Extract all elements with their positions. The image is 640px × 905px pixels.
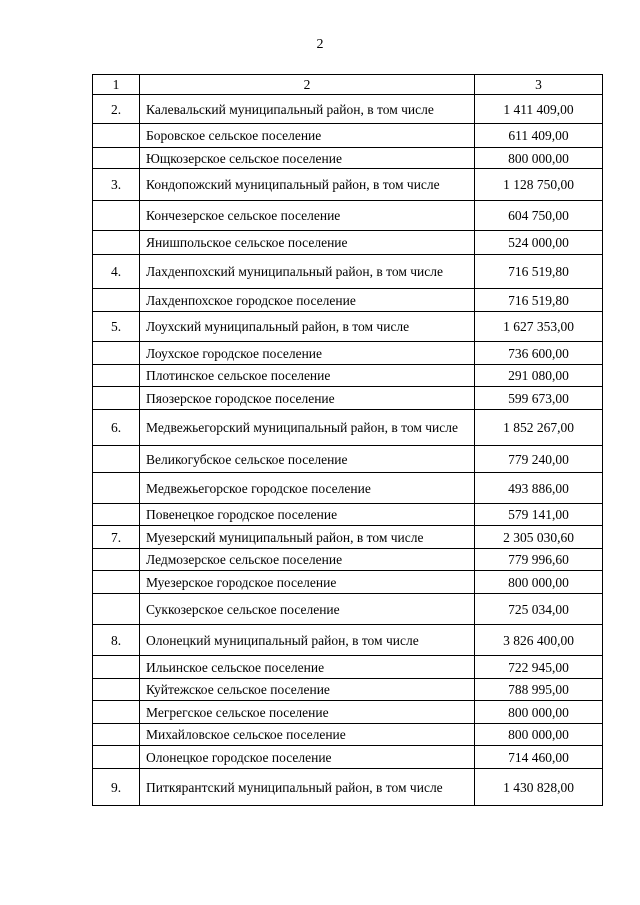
row-amount: 779 996,60 [475, 549, 603, 571]
row-amount: 716 519,80 [475, 289, 603, 312]
row-name: Пяозерское городское поселение [140, 387, 475, 410]
table-row [93, 387, 603, 410]
row-name: Кончезерское сельское поселение [140, 201, 475, 231]
row-amount: 800 000,00 [475, 148, 603, 169]
header-col-3: 3 [475, 75, 603, 95]
row-name: Лахденпохское городское поселение [140, 289, 475, 312]
header-col-2: 2 [140, 75, 475, 95]
table-body [93, 75, 603, 806]
table-row [93, 410, 603, 446]
row-number [93, 549, 140, 571]
row-number: 8. [93, 625, 140, 656]
row-amount: 1 852 267,00 [475, 410, 603, 446]
row-name: Повенецкое городское поселение [140, 504, 475, 526]
row-amount: 579 141,00 [475, 504, 603, 526]
row-number: 9. [93, 769, 140, 806]
table-row [93, 342, 603, 365]
row-amount: 800 000,00 [475, 701, 603, 724]
row-number: 2. [93, 95, 140, 124]
row-number [93, 701, 140, 724]
row-name: Мегрегское сельское поселение [140, 701, 475, 724]
table-row [93, 656, 603, 679]
row-name: Ющкозерское сельское поселение [140, 148, 475, 169]
row-number: 7. [93, 526, 140, 549]
table-row [93, 124, 603, 148]
table-row [93, 526, 603, 549]
row-name: Суккозерское сельское поселение [140, 594, 475, 625]
row-name: Янишпольское сельское поселение [140, 231, 475, 255]
row-amount: 714 460,00 [475, 746, 603, 769]
table-header-row [93, 75, 603, 95]
row-name: Олонецкий муниципальный район, в том числе [140, 625, 475, 656]
table-row [93, 255, 603, 289]
row-amount: 1 430 828,00 [475, 769, 603, 806]
table-row [93, 594, 603, 625]
row-name: Муезерское городское поселение [140, 571, 475, 594]
row-number: 3. [93, 169, 140, 201]
row-number [93, 473, 140, 504]
table-row [93, 724, 603, 746]
row-number: 5. [93, 312, 140, 342]
row-number [93, 594, 140, 625]
row-name: Питкярантский муниципальный район, в том числе [140, 769, 475, 806]
row-number [93, 148, 140, 169]
row-amount: 1 411 409,00 [475, 95, 603, 124]
row-amount: 604 750,00 [475, 201, 603, 231]
row-name: Плотинское сельское поселение [140, 365, 475, 387]
table-row [93, 169, 603, 201]
page-number: 2 [316, 37, 324, 52]
table-row [93, 549, 603, 571]
row-name: Лоухское городское поселение [140, 342, 475, 365]
row-name: Михайловское сельское поселение [140, 724, 475, 746]
table-row [93, 365, 603, 387]
row-amount: 800 000,00 [475, 571, 603, 594]
row-name: Медвежьегорский муниципальный район, в том числе [140, 410, 475, 446]
row-number [93, 289, 140, 312]
row-number [93, 746, 140, 769]
table-row [93, 473, 603, 504]
row-number [93, 656, 140, 679]
table-row [93, 312, 603, 342]
allocation-table [92, 74, 603, 806]
row-name: Великогубское сельское поселение [140, 446, 475, 473]
row-amount: 291 080,00 [475, 365, 603, 387]
row-number [93, 724, 140, 746]
row-name: Лахденпохский муниципальный район, в том числе [140, 255, 475, 289]
row-name: Медвежьегорское городское поселение [140, 473, 475, 504]
row-number [93, 124, 140, 148]
table-row [93, 571, 603, 594]
row-amount: 524 000,00 [475, 231, 603, 255]
row-amount: 1 627 353,00 [475, 312, 603, 342]
row-number [93, 504, 140, 526]
row-number [93, 679, 140, 701]
row-amount: 788 995,00 [475, 679, 603, 701]
row-amount: 779 240,00 [475, 446, 603, 473]
row-amount: 725 034,00 [475, 594, 603, 625]
row-amount: 736 600,00 [475, 342, 603, 365]
row-name: Кондопожский муниципальный район, в том числе [140, 169, 475, 201]
row-name: Калевальский муниципальный район, в том числе [140, 95, 475, 124]
row-amount: 611 409,00 [475, 124, 603, 148]
row-number: 4. [93, 255, 140, 289]
row-name: Боровское сельское поселение [140, 124, 475, 148]
table-row [93, 701, 603, 724]
row-number [93, 571, 140, 594]
row-amount: 2 305 030,60 [475, 526, 603, 549]
table-row [93, 289, 603, 312]
row-number [93, 365, 140, 387]
row-number: 6. [93, 410, 140, 446]
row-name: Ильинское сельское поселение [140, 656, 475, 679]
row-name: Муезерский муниципальный район, в том числе [140, 526, 475, 549]
table-row [93, 769, 603, 806]
header-col-1: 1 [93, 75, 140, 95]
table-row [93, 679, 603, 701]
row-number [93, 201, 140, 231]
row-amount: 3 826 400,00 [475, 625, 603, 656]
row-amount: 722 945,00 [475, 656, 603, 679]
row-name: Олонецкое городское поселение [140, 746, 475, 769]
row-name: Куйтежское сельское поселение [140, 679, 475, 701]
row-name: Ледмозерское сельское поселение [140, 549, 475, 571]
row-amount: 1 128 750,00 [475, 169, 603, 201]
table-row [93, 504, 603, 526]
table-row [93, 231, 603, 255]
row-number [93, 231, 140, 255]
row-number [93, 446, 140, 473]
table-row [93, 625, 603, 656]
row-name: Лоухский муниципальный район, в том числе [140, 312, 475, 342]
row-number [93, 342, 140, 365]
row-amount: 493 886,00 [475, 473, 603, 504]
table-row [93, 746, 603, 769]
table-row [93, 446, 603, 473]
table-row [93, 95, 603, 124]
row-amount: 716 519,80 [475, 255, 603, 289]
row-amount: 599 673,00 [475, 387, 603, 410]
table-row [93, 201, 603, 231]
row-amount: 800 000,00 [475, 724, 603, 746]
table-row [93, 148, 603, 169]
row-number [93, 387, 140, 410]
